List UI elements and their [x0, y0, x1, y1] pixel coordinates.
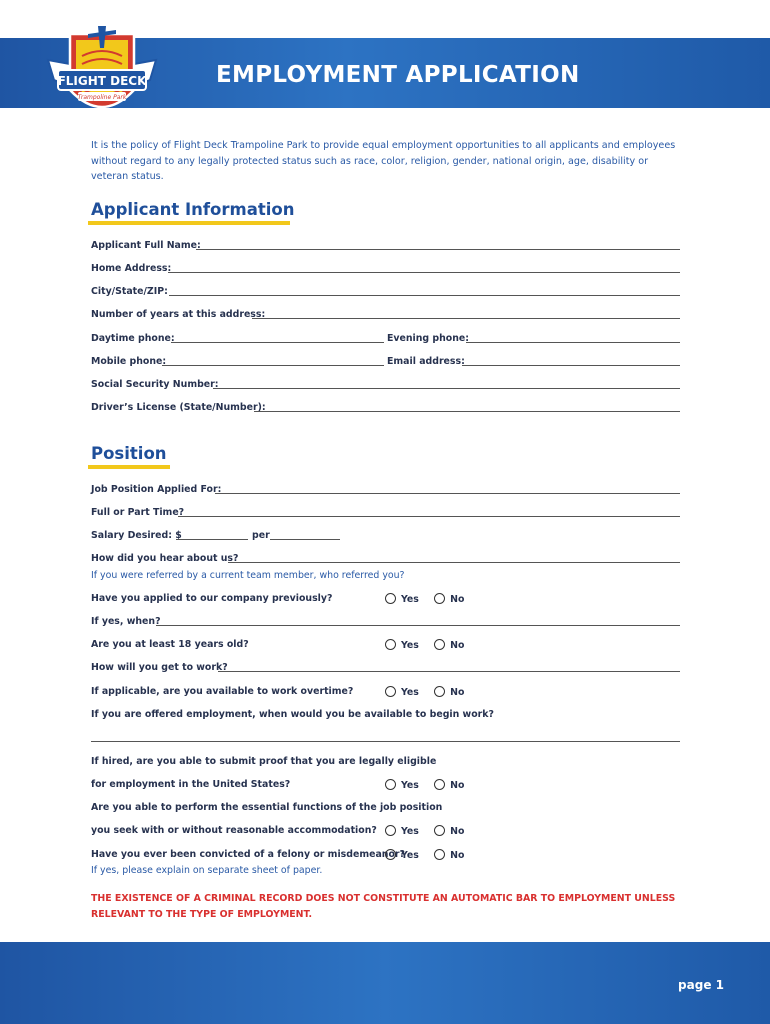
- label-ssn: Social Security Number:: [91, 379, 219, 390]
- label-full-name: Applicant Full Name:: [91, 240, 201, 251]
- daytime-phone-field[interactable]: [171, 342, 384, 343]
- row-per: [252, 530, 270, 544]
- functions-yes[interactable]: Yes: [385, 825, 419, 837]
- ssn-field[interactable]: [213, 388, 680, 389]
- criminal-record-warning: THE EXISTENCE OF A CRIMINAL RECORD DOES NOT CONSTITUTE AN AUTOMATIC BAR TO EMPLOYMENT UNLESS RELEVANT TO THE TYPE OF EMPLOYMENT.: [91, 893, 676, 920]
- felony-note: If yes, please explain on separate sheet of paper.: [91, 865, 323, 876]
- job-applied-field[interactable]: [215, 493, 680, 494]
- label-evening-phone: Evening phone:: [387, 333, 470, 344]
- overtime-yes[interactable]: Yes: [385, 686, 419, 698]
- label-felony: Have you ever been convicted of a felony or misdemeanor?: [91, 849, 405, 860]
- radio-icon: [385, 849, 396, 860]
- row-get-to-work: [91, 662, 228, 676]
- page-number: page 1: [678, 978, 724, 992]
- row-begin-work: [91, 709, 494, 723]
- label-functions-2: you seek with or without reasonable accommodation?: [91, 825, 377, 836]
- logo-tagline: Trampoline Park: [77, 94, 127, 101]
- home-address-field[interactable]: [168, 272, 680, 273]
- label-hear-about: How did you hear about us?: [91, 553, 239, 564]
- label-full-part: Full or Part Time?: [91, 507, 185, 518]
- label-eligible-1: If hired, are you able to submit proof that you are legally eligible: [91, 756, 437, 767]
- row-license: [91, 402, 266, 416]
- felony-yes[interactable]: Yes: [385, 849, 419, 861]
- section-underline: [88, 221, 290, 225]
- airplane-logo-icon: [40, 20, 164, 128]
- radio-icon: [434, 639, 445, 650]
- felony-no[interactable]: No: [434, 849, 464, 861]
- referred-note: If you were referred by a current team member, who referred you?: [91, 570, 405, 581]
- radio-icon: [385, 593, 396, 604]
- row-functions-1: [91, 802, 442, 816]
- label-years-at-address: Number of years at this address:: [91, 309, 266, 320]
- radio-icon: [434, 849, 445, 860]
- years-at-address-field[interactable]: [252, 318, 680, 319]
- license-field[interactable]: [254, 411, 680, 412]
- radio-icon: [385, 686, 396, 697]
- footer-banner: [0, 942, 770, 1024]
- label-eligible-2: for employment in the United States?: [91, 779, 291, 790]
- eligible-no[interactable]: No: [434, 779, 464, 791]
- if-yes-when-field[interactable]: [156, 625, 680, 626]
- age-18-no[interactable]: No: [434, 639, 464, 651]
- label-if-yes-when: If yes, when?: [91, 616, 161, 627]
- get-to-work-field[interactable]: [218, 671, 680, 672]
- label-home-address: Home Address:: [91, 263, 172, 274]
- salary-per-field[interactable]: [270, 539, 340, 540]
- city-state-zip-field[interactable]: [169, 295, 680, 296]
- eligible-yes[interactable]: Yes: [385, 779, 419, 791]
- row-evening-phone: [387, 333, 469, 347]
- page-title: EMPLOYMENT APPLICATION: [216, 62, 580, 88]
- hear-about-field[interactable]: [228, 562, 680, 563]
- label-mobile-phone: Mobile phone:: [91, 356, 167, 367]
- label-salary: Salary Desired: $: [91, 530, 182, 541]
- full-part-field[interactable]: [178, 516, 680, 517]
- label-email: Email address:: [387, 356, 465, 367]
- radio-icon: [385, 779, 396, 790]
- begin-work-field[interactable]: [91, 741, 680, 742]
- label-age-18: Are you at least 18 years old?: [91, 639, 249, 650]
- row-eligible-1: [91, 756, 436, 770]
- row-salary: [91, 530, 182, 544]
- label-get-to-work: How will you get to work?: [91, 662, 228, 673]
- overtime-no[interactable]: No: [434, 686, 464, 698]
- row-job-applied: [91, 484, 221, 498]
- eligible-options: [385, 779, 476, 791]
- radio-icon: [434, 825, 445, 836]
- label-per: per: [252, 530, 270, 541]
- age-18-options: [385, 639, 476, 651]
- label-applied-before: Have you applied to our company previously?: [91, 593, 333, 604]
- applied-before-yes[interactable]: Yes: [385, 593, 419, 605]
- radio-icon: [434, 593, 445, 604]
- section-underline: [88, 465, 170, 469]
- label-begin-work: If you are offered employment, when would you be available to begin work?: [91, 709, 494, 720]
- row-hear-about: [91, 553, 238, 567]
- salary-field[interactable]: [176, 539, 248, 540]
- label-daytime-phone: Daytime phone:: [91, 333, 175, 344]
- full-name-field[interactable]: [196, 249, 680, 250]
- row-eligible-2: [91, 779, 290, 793]
- functions-options: [385, 825, 476, 837]
- evening-phone-field[interactable]: [466, 342, 680, 343]
- logo-wordmark: FLIGHT DECK: [57, 74, 147, 88]
- row-city-state-zip: [91, 286, 168, 300]
- row-full-part: [91, 507, 184, 521]
- label-city-state-zip: City/State/ZIP:: [91, 286, 168, 297]
- radio-icon: [434, 779, 445, 790]
- label-job-applied: Job Position Applied For:: [91, 484, 222, 495]
- row-age-18: [91, 639, 249, 653]
- overtime-options: [385, 686, 476, 698]
- section-title-position: Position: [91, 444, 167, 463]
- label-license: Driver’s License (State/Number):: [91, 402, 266, 413]
- label-functions-1: Are you able to perform the essential functions of the job position: [91, 802, 443, 813]
- row-felony: [91, 849, 405, 863]
- row-applied-before: [91, 593, 332, 607]
- row-email: [387, 356, 465, 370]
- row-functions-2: [91, 825, 377, 839]
- row-ssn: [91, 379, 219, 393]
- row-full-name: [91, 240, 201, 254]
- row-if-yes-when: [91, 616, 161, 630]
- row-years-at-address: [91, 309, 265, 323]
- radio-icon: [434, 686, 445, 697]
- intro-paragraph: It is the policy of Flight Deck Trampoline Park to provide equal employment opportunities to all applicants and employees without regard to any legally protected status such as race, color, religion, gender, national origin, age, disability or veteran status.: [91, 140, 676, 183]
- functions-no[interactable]: No: [434, 825, 464, 837]
- applied-before-no[interactable]: No: [434, 593, 464, 605]
- applied-before-options: [385, 593, 476, 605]
- radio-icon: [385, 825, 396, 836]
- row-home-address: [91, 263, 171, 277]
- label-overtime: If applicable, are you available to work overtime?: [91, 686, 354, 697]
- row-overtime: [91, 686, 353, 700]
- row-daytime-phone: [91, 333, 175, 347]
- row-mobile-phone: [91, 356, 166, 370]
- age-18-yes[interactable]: Yes: [385, 639, 419, 651]
- radio-icon: [385, 639, 396, 650]
- felony-options: [385, 849, 476, 861]
- mobile-phone-field[interactable]: [162, 365, 384, 366]
- section-title-applicant: Applicant Information: [91, 200, 295, 219]
- email-field[interactable]: [462, 365, 680, 366]
